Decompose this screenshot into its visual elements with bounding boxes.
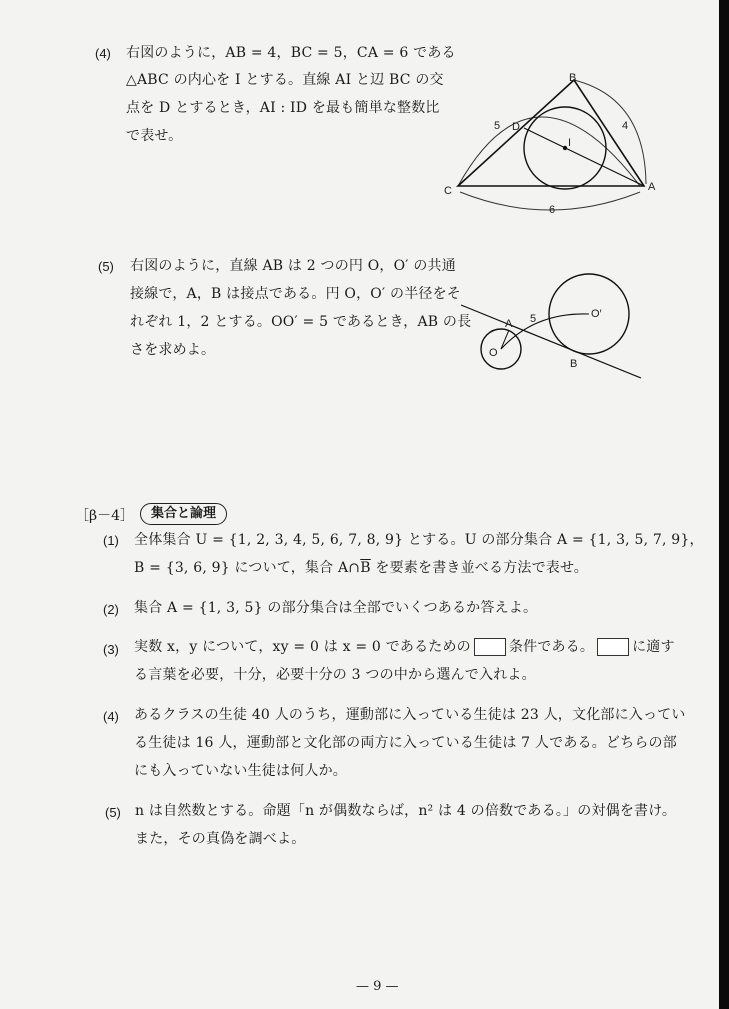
label-b: B <box>569 72 577 84</box>
common-tangent-figure <box>455 268 655 386</box>
question-5-line-1: n は自然数とする。命題「n が偶数ならば，n² は 4 の倍数である。」の対偶を書け。 <box>135 803 677 819</box>
question-2-number: (2) <box>103 602 119 617</box>
label-side-5: 5 <box>494 120 501 132</box>
blank-box <box>597 638 629 656</box>
triangle-incircle-figure <box>440 68 670 218</box>
triangle-abc <box>458 80 644 186</box>
question-3-line-1c: に適す <box>632 639 675 655</box>
label-b: B <box>570 358 578 370</box>
label-i: I <box>568 137 572 149</box>
question-2-line-1: 集合 A = {1, 3, 5} の部分集合は全部でいくつあるか答えよ。 <box>134 600 538 616</box>
section-title-badge: 集合と論理 <box>140 503 227 525</box>
problem-4-line-1: 右図のように，AB = 4，BC = 5，CA = 6 である <box>126 45 456 61</box>
label-length-5: 5 <box>530 313 537 325</box>
problem-4-line-4: で表せ。 <box>126 128 183 144</box>
line-ad <box>524 128 644 186</box>
radius-oa <box>501 330 509 349</box>
label-a: A <box>505 318 513 330</box>
question-4-number: (4) <box>103 709 119 724</box>
problem-5-line-4: さを求めよ。 <box>130 342 216 358</box>
question-3-line-1 <box>134 637 675 657</box>
segment-oo-prime <box>501 314 589 349</box>
label-side-6: 6 <box>549 204 556 216</box>
question-4-line-2: る生徒は 16 人，運動部と文化部の両方に入っている生徒は 7 人である。どちらの部 <box>134 735 677 751</box>
label-o: O <box>489 347 498 359</box>
question-3-number: (3) <box>103 642 119 657</box>
question-3-line-1a: 実数 x，y について，xy = 0 は x = 0 であるための <box>134 639 471 655</box>
label-c: C <box>444 185 452 197</box>
question-1-line-2c: を要素を書き並べる方法で表せ。 <box>370 560 588 576</box>
question-4-line-1: あるクラスの生徒 40 人のうち，運動部に入っている生徒は 23 人，文化部に入ってい <box>134 707 686 723</box>
question-5-number: (5) <box>105 805 121 820</box>
label-a: A <box>648 181 656 193</box>
problem-4-line-2: △ABC の内心を I とする。直線 AI と辺 BC の交 <box>126 72 444 88</box>
question-4-line-3: にも入っていない生徒は何人か。 <box>134 763 347 779</box>
blank-box <box>474 638 506 656</box>
set-b-complement: $\overline{B}$ <box>360 560 371 576</box>
question-5-line-2: また，その真偽を調べよ。 <box>135 831 306 847</box>
page-number: — 9 — <box>356 979 399 994</box>
section-label: ［β－4］ <box>75 508 135 524</box>
problem-5-number: (5) <box>98 259 114 274</box>
question-1-line-1: 全体集合 U = {1, 2, 3, 4, 5, 6, 7, 8, 9} とする。U の部分集合 A = {1, 3, 5, 7, 9}， <box>134 532 704 548</box>
arc-bc <box>458 117 640 186</box>
question-1-number: (1) <box>103 533 119 548</box>
incenter-point <box>563 146 567 150</box>
label-side-4: 4 <box>622 120 629 132</box>
question-1-line-2a: B = {3, 6, 9} について，集合 A∩ <box>134 560 361 576</box>
label-o-prime: O′ <box>591 308 602 320</box>
question-3-line-2: る言葉を必要，十分，必要十分の 3 つの中から選んで入れよ。 <box>134 667 536 683</box>
problem-4-line-3: 点を D とするとき，AI : ID を最も簡単な整数比 <box>126 100 440 116</box>
question-1-line-2 <box>134 558 588 578</box>
problem-5-line-1: 右図のように，直線 AB は 2 つの円 O，O′ の共通 <box>130 258 456 274</box>
problem-5-line-2: 接線で，A，B は接点である。円 O，O′ の半径をそ <box>130 286 462 302</box>
tangent-line-ab <box>461 305 641 378</box>
question-3-line-1b: 条件である。 <box>508 639 595 655</box>
problem-5-line-3: れぞれ 1，2 とする。OO′ = 5 であるとき，AB の長 <box>130 314 472 330</box>
label-d: D <box>512 121 520 133</box>
problem-4-number: (4) <box>95 46 111 61</box>
